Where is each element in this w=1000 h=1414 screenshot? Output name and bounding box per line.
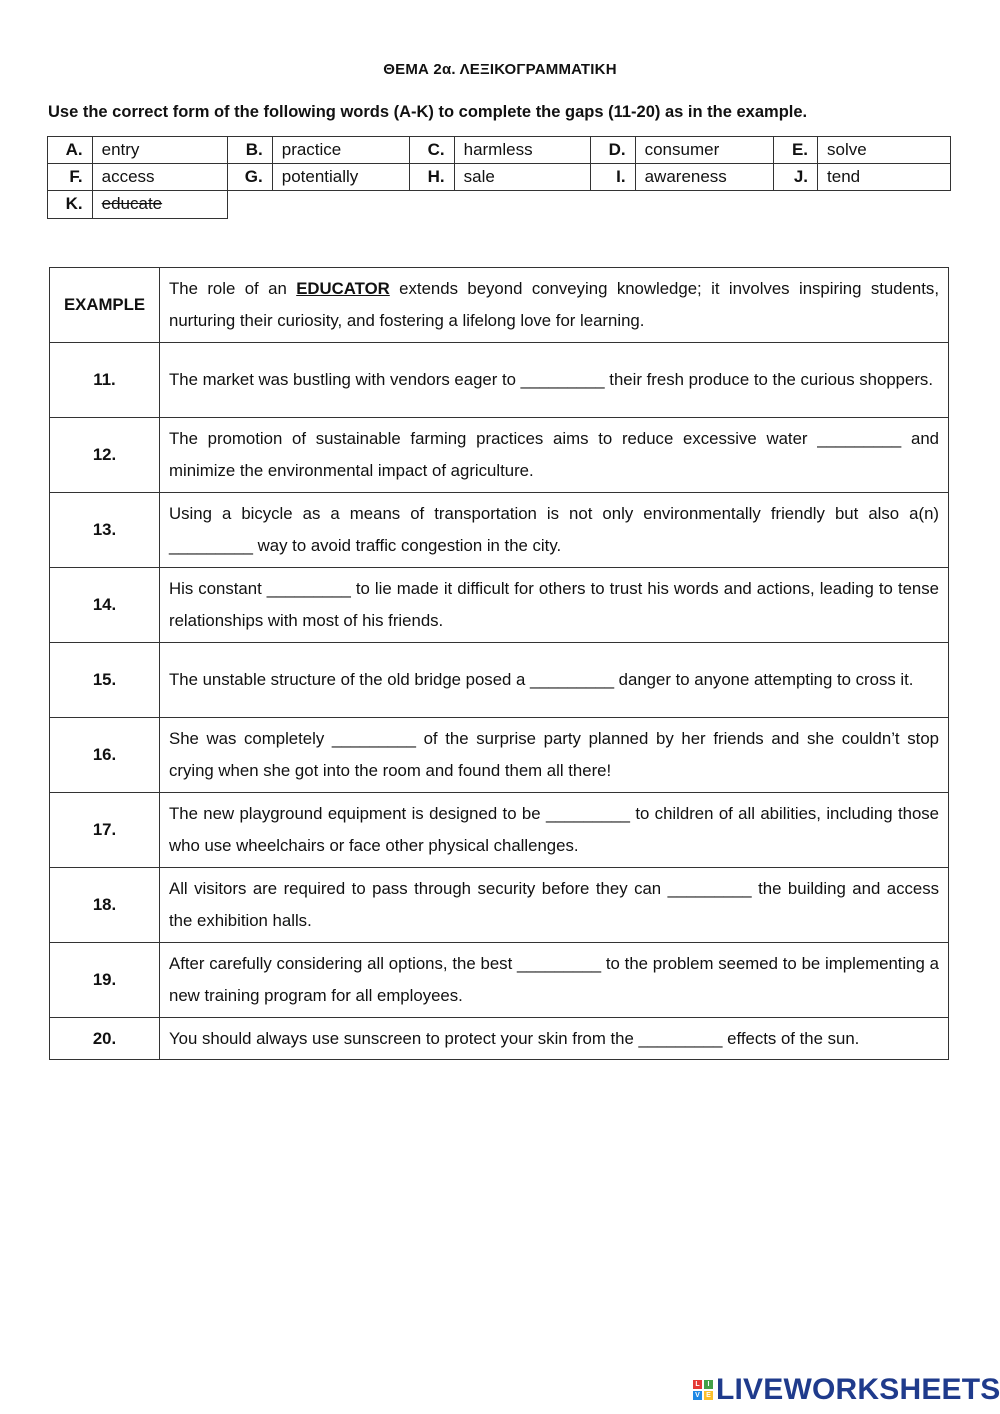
question-sentence: All visitors are required to pass through security before they can _________ the building and access the exhibition halls. — [160, 868, 949, 943]
question-number: 12. — [50, 418, 160, 493]
question-number: 11. — [50, 343, 160, 418]
word-letter: H. — [409, 164, 454, 191]
question-number: 14. — [50, 568, 160, 643]
example-row — [50, 268, 949, 343]
word-letter: J. — [773, 164, 818, 191]
word-bank-row — [48, 137, 951, 164]
word-bank-word: practice — [272, 137, 409, 164]
question-sentence: His constant _________ to lie made it difficult for others to trust his words and actions, leading to tense relationships with most of his friends. — [160, 568, 949, 643]
question-sentence: After carefully considering all options, the best _________ to the problem seemed to be implementing a new training program for all employees. — [160, 943, 949, 1018]
question-number: 16. — [50, 718, 160, 793]
question-row — [50, 493, 949, 568]
instruction-text: Use the correct form of the following words (A-K) to complete the gaps (11-20) as in the example. — [48, 103, 808, 121]
question-row — [50, 343, 949, 418]
word-bank-word: harmless — [454, 137, 590, 164]
word-letter: E. — [773, 137, 818, 164]
example-label: EXAMPLE — [50, 268, 160, 343]
word-bank-word: entry — [92, 137, 227, 164]
question-number: 18. — [50, 868, 160, 943]
word-bank-word: access — [92, 164, 227, 191]
word-bank-word: sale — [454, 164, 590, 191]
question-sentence: The promotion of sustainable farming practices aims to reduce excessive water _________ and minimize the environmental impact of agriculture. — [160, 418, 949, 493]
question-sentence: The market was bustling with vendors eager to _________ their fresh produce to the curious shoppers. — [160, 343, 949, 418]
logo-letter: L — [693, 1380, 702, 1389]
example-sentence: The role of an EDUCATOR extends beyond conveying knowledge; it involves inspiring students, nurturing their curiosity, and fostering a lifelong love for learning. — [160, 268, 949, 343]
word-letter: K. — [48, 191, 93, 219]
question-number: 15. — [50, 643, 160, 718]
logo-letter: V — [693, 1391, 702, 1400]
word-letter: G. — [227, 164, 272, 191]
word-bank-word: potentially — [272, 164, 409, 191]
question-sentence: You should always use sunscreen to protect your skin from the _________ effects of the sun. — [160, 1018, 949, 1060]
liveworksheets-logo — [693, 1374, 1000, 1406]
question-number: 17. — [50, 793, 160, 868]
example-keyword: EDUCATOR — [296, 279, 390, 298]
question-row — [50, 418, 949, 493]
word-letter: A. — [48, 137, 93, 164]
question-sentence: The unstable structure of the old bridge posed a _________ danger to anyone attempting to cross it. — [160, 643, 949, 718]
question-row — [50, 718, 949, 793]
question-row — [50, 793, 949, 868]
word-bank-word: consumer — [635, 137, 773, 164]
word-bank-word-used — [92, 191, 227, 219]
word-bank-word: solve — [818, 137, 951, 164]
question-row — [50, 568, 949, 643]
question-row — [50, 643, 949, 718]
logo-letter: E — [704, 1391, 713, 1400]
questions-table — [49, 267, 949, 1060]
word-bank-row — [48, 191, 951, 219]
question-row — [50, 1018, 949, 1060]
question-row — [50, 943, 949, 1018]
word-letter: B. — [227, 137, 272, 164]
question-number: 19. — [50, 943, 160, 1018]
logo-letter: I — [704, 1380, 713, 1389]
word-bank-table — [47, 136, 951, 219]
word-letter: I. — [590, 164, 635, 191]
logo-text: LIVEWORKSHEETS — [716, 1373, 1000, 1406]
liveworksheets-icon — [693, 1380, 713, 1400]
struck-word: educate — [101, 194, 163, 214]
word-bank-word: tend — [818, 164, 951, 191]
word-letter: D. — [590, 137, 635, 164]
question-number: 13. — [50, 493, 160, 568]
question-sentence: She was completely _________ of the surprise party planned by her friends and she couldn’t stop crying when she got into the room and found them all there! — [160, 718, 949, 793]
page-title: ΘΕΜΑ 2α. ΛΕΞΙΚΟΓΡΑΜΜΑΤΙΚΗ — [383, 61, 617, 78]
word-bank-word: awareness — [635, 164, 773, 191]
question-number: 20. — [50, 1018, 160, 1060]
question-sentence: The new playground equipment is designed to be _________ to children of all abilities, including those who use wheelchairs or face other physical challenges. — [160, 793, 949, 868]
word-letter: F. — [48, 164, 93, 191]
word-bank-row — [48, 164, 951, 191]
question-row — [50, 868, 949, 943]
word-letter: C. — [409, 137, 454, 164]
question-sentence: Using a bicycle as a means of transportation is not only environmentally friendly but also a(n) _________ way to avoid traffic congestion in the city. — [160, 493, 949, 568]
